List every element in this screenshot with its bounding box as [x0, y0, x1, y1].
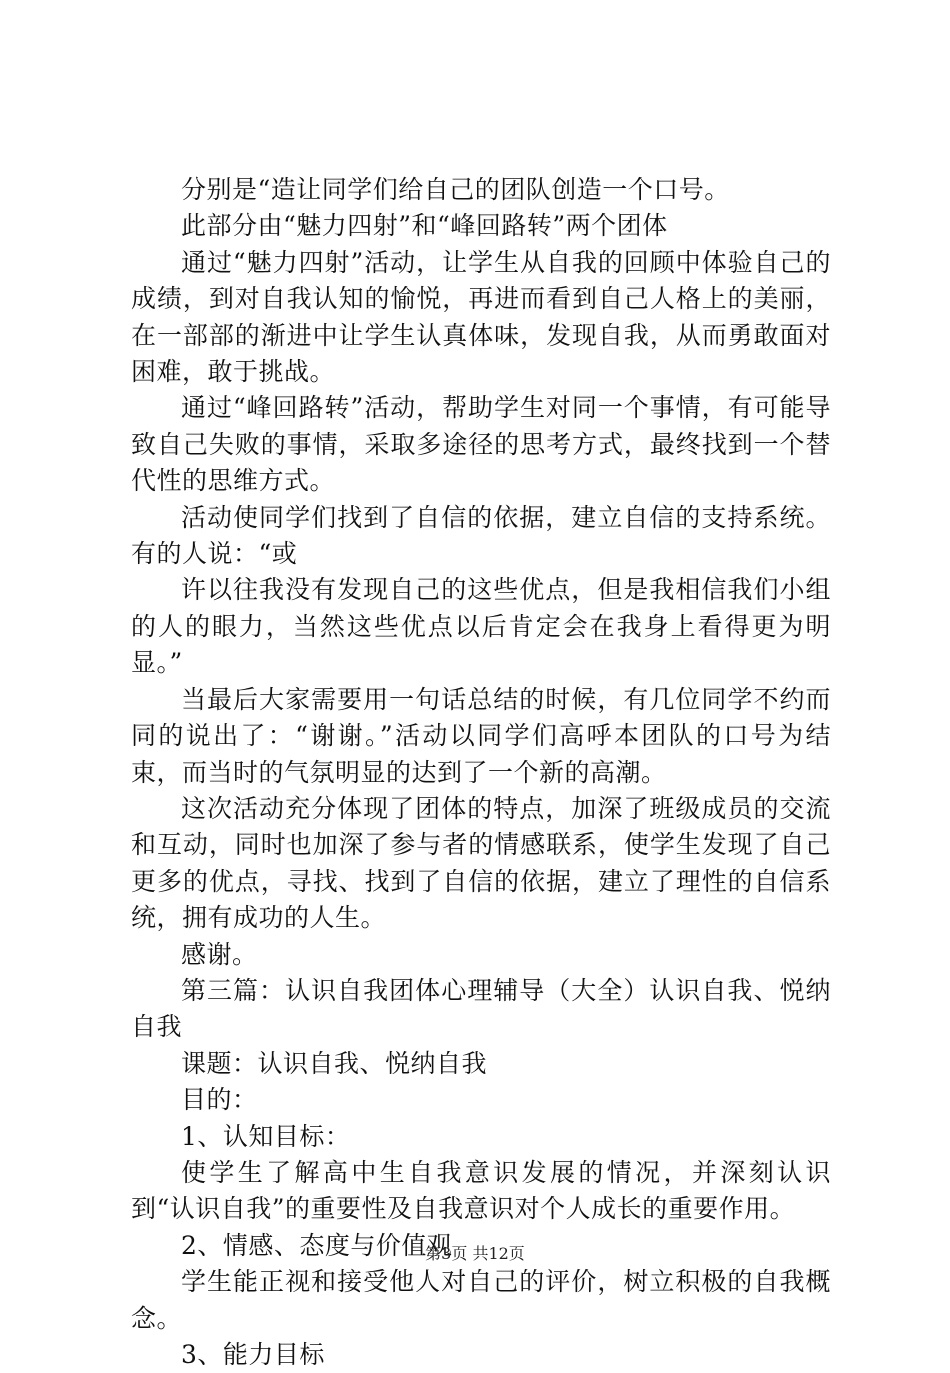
- paragraph-6: 许以往我没有发现自己的这些优点，但是我相信我们小组的人的眼力，当然这些优点以后肯定会在我身上看得更为明显。”: [131, 575, 831, 678]
- paragraph-17: 3、能力目标: [181, 1340, 325, 1369]
- paragraph-3: 通过“魅力四射”活动，让学生从自我的回顾中体验自己的成绩，到对自我认知的愉悦，再进而看到自己人格上的美丽，在一部部的渐进中让学生认真体味，发现自我，从而勇敢面对困难，敢于挑战。: [131, 247, 831, 387]
- paragraph-2: 此部分由“魅力四射”和“峰回路转”两个团体: [181, 211, 668, 241]
- paragraph-5: 活动使同学们找到了自信的依据，建立自信的支持系统。有的人说：“或: [131, 502, 831, 569]
- paragraph-16: 学生能正视和接受他人对自己的评价，树立积极的自我概念。: [131, 1267, 831, 1333]
- paragraph-14: 使学生了解高中生自我意识发展的情况，并深刻认识到“认识自我”的重要性及自我意识对个人成长的重要作用。: [131, 1157, 831, 1224]
- paragraph-1: 分别是“造让同学们给自己的团队创造一个口号。: [181, 175, 730, 204]
- paragraph-13: 1、认知目标：: [181, 1121, 351, 1151]
- page-number: 第3页 共12页: [425, 1244, 525, 1263]
- paragraph-15: 2、情感、态度与价值观: [181, 1230, 453, 1260]
- page-footer: [0, 1242, 950, 1266]
- paragraph-10: 第三篇：认识自我团体心理辅导（大全）认识自我、悦纳自我: [131, 975, 831, 1042]
- paragraph-12: 目的：: [181, 1085, 258, 1115]
- paragraph-9: 感谢。: [181, 939, 258, 969]
- paragraph-8: 这次活动充分体现了团体的特点，加深了班级成员的交流和互动，同时也加深了参与者的情感联系，使学生发现了自己更多的优点，寻找、找到了自信的依据，建立了理性的自信系统，拥有成功的人生。: [131, 793, 831, 933]
- document-body: [131, 172, 831, 1373]
- paragraph-11: 课题：认识自我、悦纳自我: [181, 1048, 488, 1078]
- paragraph-4: 通过“峰回路转”活动，帮助学生对同一个事情，有可能导致自己失败的事情，采取多途径的思考方式，最终找到一个替代性的思维方式。: [131, 393, 831, 496]
- paragraph-7: 当最后大家需要用一句话总结的时候，有几位同学不约而同的说出了：“谢谢。”活动以同学们高呼本团队的口号为结束，而当时的气氛明显的达到了一个新的高潮。: [131, 684, 831, 787]
